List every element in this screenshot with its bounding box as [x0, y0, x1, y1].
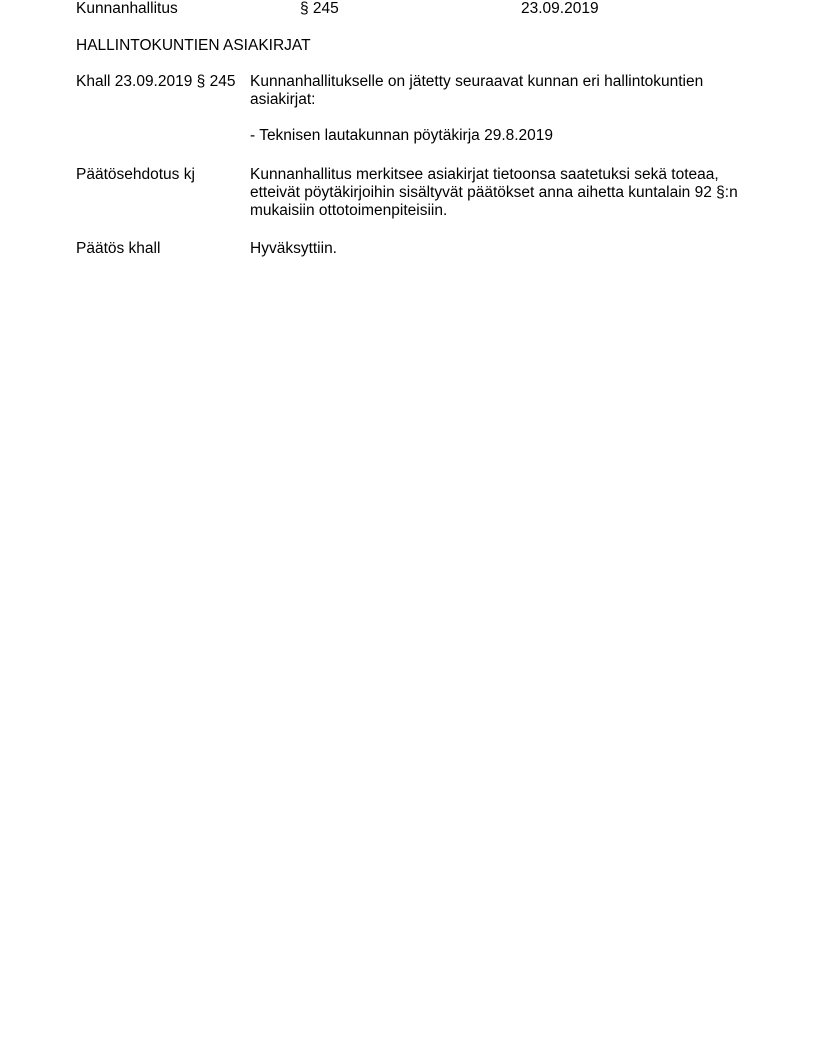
intro-label: Khall 23.09.2019 § 245 — [76, 73, 236, 90]
decision-text: Hyväksyttiin. — [250, 240, 337, 257]
header-section-number: § 245 — [300, 0, 339, 17]
intro-text: Kunnanhallitukselle on jätetty seuraavat kunnan eri hallintokuntien asiakirjat: — [250, 73, 704, 108]
intro-list-item: - Teknisen lautakunnan pöytäkirja 29.8.2019 — [250, 127, 554, 144]
proposal-content — [250, 166, 746, 220]
proposal-label: Päätösehdotus kj — [76, 166, 195, 183]
decision-label: Päätös khall — [76, 240, 161, 257]
document-title: HALLINTOKUNTIEN ASIAKIRJAT — [76, 37, 311, 54]
document-header — [0, 0, 816, 20]
proposal-text: Kunnanhallitus merkitsee asiakirjat tietoonsa saatetuksi sekä toteaa, etteivät pöytäkirjoihin sisältyvät päätökset anna aihetta kuntalain 92 §:n mukaisiin ottotoimenpiteisiin. — [250, 166, 738, 219]
header-body-name: Kunnanhallitus — [76, 0, 178, 17]
intro-content — [250, 73, 746, 145]
decision-content — [250, 240, 746, 258]
header-date: 23.09.2019 — [521, 0, 599, 17]
